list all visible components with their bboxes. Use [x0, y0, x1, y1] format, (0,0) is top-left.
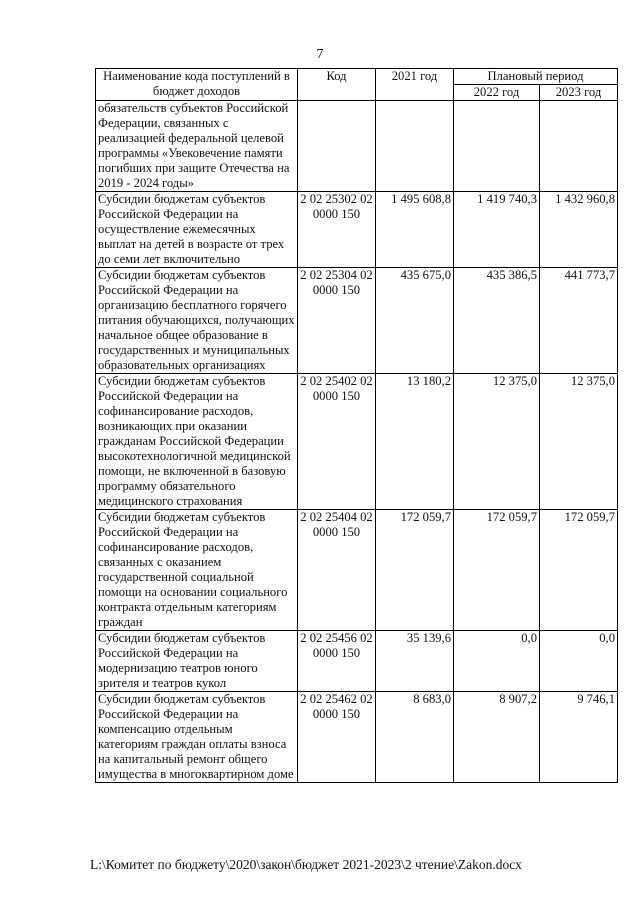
row-value-2023: 1 432 960,8	[540, 192, 618, 268]
header-year-2023: 2023 год	[540, 85, 618, 101]
row-code: 2 02 25304 02 0000 150	[298, 268, 376, 374]
row-name: обязательств субъектов Российской Федерации, связанных с реализацией федеральной целевой программы «Увековечение памяти погибших при защите Отечества на 2019 - 2024 годы»	[96, 101, 298, 192]
table-row	[96, 192, 618, 268]
row-name: Субсидии бюджетам субъектов Российской Федерации на софинансирование расходов, связанных с оказанием государственной социальной помощи на основании социального контракта отдельным категориям граждан	[96, 510, 298, 631]
row-name: Субсидии бюджетам субъектов Российской Федерации на софинансирование расходов, возникающих при оказании гражданам Российской Федерации высокотехнологичной медицинской помощи, не включенной в базовую программу обязательного медицинского страхования	[96, 374, 298, 510]
header-year-2021: 2021 год	[376, 69, 454, 101]
table-row	[96, 101, 618, 192]
table-row	[96, 510, 618, 631]
row-value-2021: 13 180,2	[376, 374, 454, 510]
header-year-2022: 2022 год	[454, 85, 540, 101]
header-plan-period: Плановый период	[454, 69, 618, 85]
row-value-2023: 441 773,7	[540, 268, 618, 374]
row-value-2022	[454, 101, 540, 192]
row-value-2022: 12 375,0	[454, 374, 540, 510]
row-name: Субсидии бюджетам субъектов Российской Федерации на осуществление ежемесячных выплат на детей в возрасте от трех до семи лет включительно	[96, 192, 298, 268]
table-row	[96, 692, 618, 783]
row-value-2023: 9 746,1	[540, 692, 618, 783]
header-code: Код	[298, 69, 376, 101]
table-row	[96, 268, 618, 374]
row-value-2023	[540, 101, 618, 192]
row-value-2021: 35 139,6	[376, 631, 454, 692]
row-code: 2 02 25462 02 0000 150	[298, 692, 376, 783]
document-file-path: L:\Комитет по бюджету\2020\закон\бюджет 2021-2023\2 чтение\Zakon.docx	[90, 857, 522, 872]
header-name: Наименование кода поступлений в бюджет доходов	[96, 69, 298, 101]
row-code: 2 02 25456 02 0000 150	[298, 631, 376, 692]
row-value-2021: 8 683,0	[376, 692, 454, 783]
row-value-2023: 12 375,0	[540, 374, 618, 510]
row-value-2021: 172 059,7	[376, 510, 454, 631]
row-code: 2 02 25402 02 0000 150	[298, 374, 376, 510]
revenue-table	[95, 68, 618, 783]
row-value-2021	[376, 101, 454, 192]
row-value-2022: 8 907,2	[454, 692, 540, 783]
table-row	[96, 374, 618, 510]
row-value-2021: 1 495 608,8	[376, 192, 454, 268]
row-name: Субсидии бюджетам субъектов Российской Федерации на организацию бесплатного горячего питания обучающихся, получающих начальное общее образование в государственных и муниципальных образовательных организациях	[96, 268, 298, 374]
row-code: 2 02 25404 02 0000 150	[298, 510, 376, 631]
row-value-2023: 0,0	[540, 631, 618, 692]
row-name: Субсидии бюджетам субъектов Российской Федерации на модернизацию театров юного зрителя и театров кукол	[96, 631, 298, 692]
row-value-2022: 1 419 740,3	[454, 192, 540, 268]
row-value-2022: 0,0	[454, 631, 540, 692]
row-code	[298, 101, 376, 192]
row-value-2022: 172 059,7	[454, 510, 540, 631]
page-number: 7	[316, 47, 324, 62]
row-value-2022: 435 386,5	[454, 268, 540, 374]
row-value-2021: 435 675,0	[376, 268, 454, 374]
row-value-2023: 172 059,7	[540, 510, 618, 631]
table-row	[96, 631, 618, 692]
row-name: Субсидии бюджетам субъектов Российской Федерации на компенсацию отдельным категориям граждан оплаты взноса на капитальный ремонт общего имущества в многоквартирном доме	[96, 692, 298, 783]
row-code: 2 02 25302 02 0000 150	[298, 192, 376, 268]
